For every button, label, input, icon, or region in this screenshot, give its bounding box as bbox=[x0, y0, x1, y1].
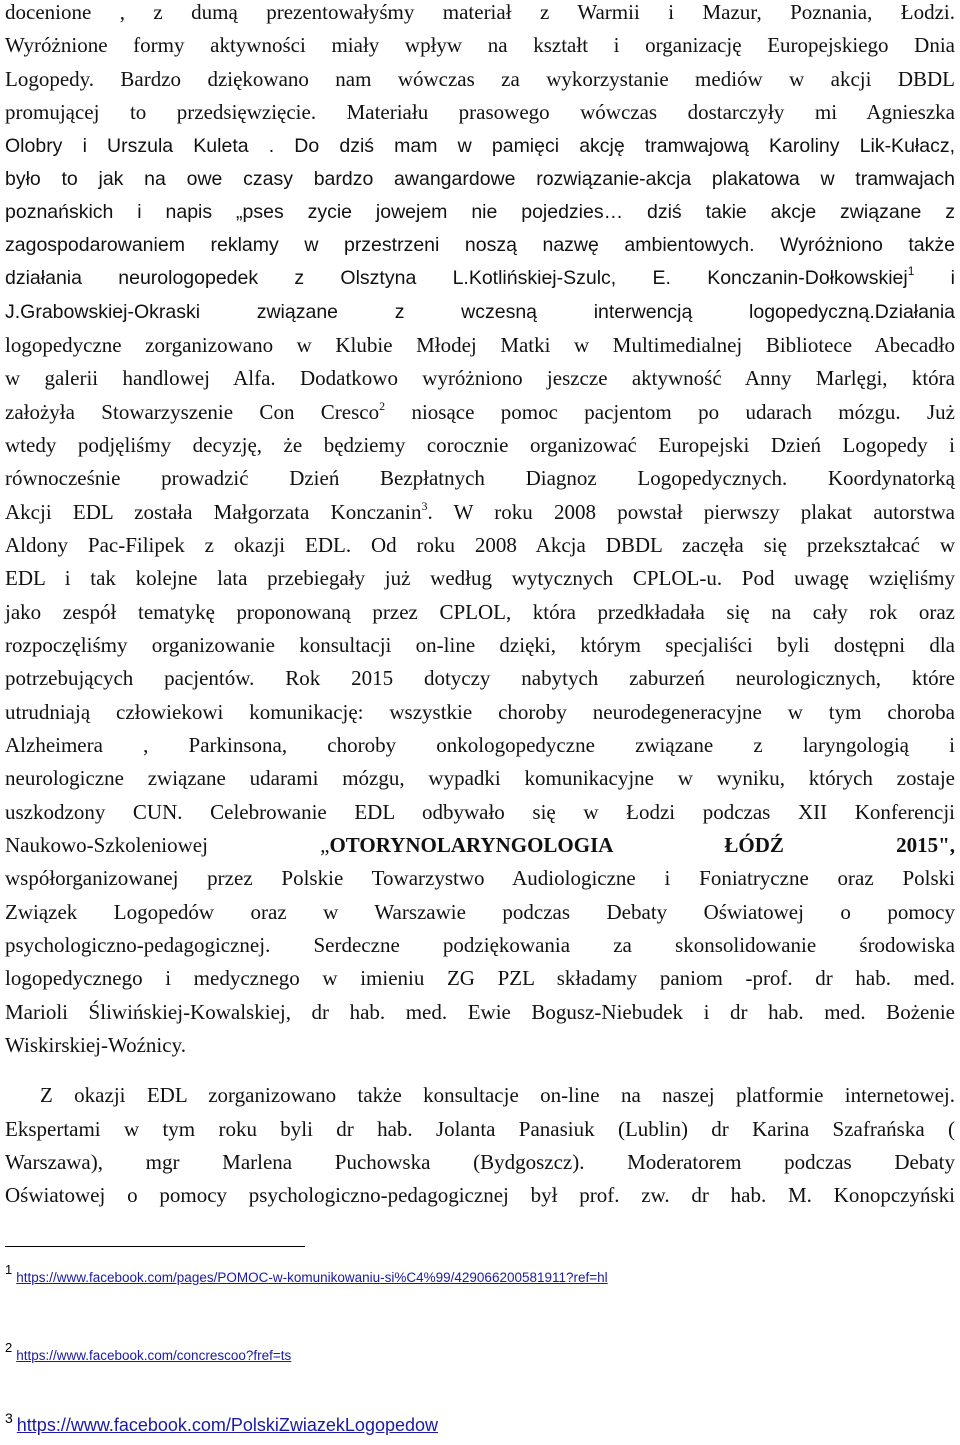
footnote-separator bbox=[5, 1246, 305, 1247]
text-line: Wyróżnione formy aktywności miały wpływ na kształt i organizację Europejskiego Dnia bbox=[5, 33, 955, 57]
text-line: w galerii handlowej Alfa. Dodatkowo wyróżniono jeszcze aktywność Anny Marlęgi, która bbox=[5, 366, 955, 390]
text-line: Wiskirskiej-Woźnicy. bbox=[5, 1033, 186, 1057]
text-line: Alzheimera , Parkinsona, choroby onkologopedyczne związane z laryngologią i bbox=[5, 733, 955, 757]
text-line: równocześnie prowadzić Dzień Bezpłatnych Diagnoz Logopedycznych. Koordynatorką bbox=[5, 466, 955, 490]
footnote-link[interactable]: https://www.facebook.com/concrescoo?fref=ts bbox=[16, 1348, 292, 1363]
text-line: Związek Logopedów oraz w Warszawie podczas Debaty Oświatowej o pomocy bbox=[5, 900, 955, 924]
text-line: docenione , z dumą prezentowałyśmy materiał z Warmii i Mazur, Poznania, Łodzi. bbox=[5, 0, 955, 24]
text-line: Marioli Śliwińskiej-Kowalskiej, dr hab. med. Ewie Bogusz-Niebudek i dr hab. med. Bożenie bbox=[5, 1000, 955, 1024]
text-line bbox=[5, 396, 955, 429]
text-run: Naukowo-Szkoleniowej „ bbox=[5, 833, 330, 857]
text-line bbox=[5, 262, 955, 295]
footnote-3 bbox=[5, 1410, 438, 1436]
text-line: Logopedy. Bardzo dziękowano nam wówczas za wykorzystanie mediów w akcji DBDL bbox=[5, 67, 955, 91]
text-line: zagospodarowaniem reklamy w przestrzeni noszą nazwę ambientowych. Wyróżniono także bbox=[5, 234, 955, 256]
footnote-number: 2 bbox=[5, 1340, 13, 1355]
text-line: logopedycznego i medycznego w imieniu ZG PZL składamy paniom -prof. dr hab. med. bbox=[5, 966, 955, 990]
footnote-ref[interactable]: 3 bbox=[421, 499, 428, 513]
paragraph-first-line: Z okazji EDL zorganizowano także konsultacje on-line na naszej platformie internetowej. bbox=[40, 1083, 955, 1107]
text-run: i bbox=[914, 267, 956, 289]
text-line: Oświatowej o pomocy psychologiczno-pedagogicznej był prof. zw. dr hab. M. Konopczyński bbox=[5, 1183, 955, 1207]
text-run: założyła Stowarzyszenie Con Cresco bbox=[5, 400, 380, 424]
footnote-number: 1 bbox=[5, 1262, 13, 1277]
footnote-number: 3 bbox=[5, 1410, 13, 1426]
text-line bbox=[5, 829, 955, 862]
text-line: wtedy podjęliśmy decyzję, że będziemy corocznie organizować Europejski Dzień Logopedy i bbox=[5, 433, 955, 457]
text-line: neurologiczne związane udarami mózgu, wypadki komunikacyjne w wyniku, których zostaje bbox=[5, 766, 955, 790]
text-run: niosące pomoc pacjentom po udarach mózgu. Już bbox=[385, 400, 955, 424]
text-line: Aldony Pac-Filipek z okazji EDL. Od roku 2008 Akcja DBDL zaczęła się przekształcać w bbox=[5, 533, 955, 557]
text-line bbox=[5, 496, 955, 529]
text-line: jako zespół tematykę proponowaną przez CPLOL, która przedkładała się na cały rok oraz bbox=[5, 600, 955, 624]
footnote-link[interactable]: https://www.facebook.com/PolskiZwiazekLogopedow bbox=[16, 1415, 439, 1435]
text-run: Olobry i Urszula Kuleta bbox=[5, 135, 269, 157]
footnote-1 bbox=[5, 1262, 608, 1287]
text-line: psychologiczno-pedagogicznej. Serdeczne podziękowania za skonsolidowanie środowiska bbox=[5, 933, 955, 957]
text-line: Ekspertami w tym roku byli dr hab. Jolanta Panasiuk (Lublin) dr Karina Szafrańska ( bbox=[5, 1117, 955, 1141]
text-line: Warszawa), mgr Marlena Puchowska (Bydgoszcz). Moderatorem podczas Debaty bbox=[5, 1150, 955, 1174]
text-line: współorganizowanej przez Polskie Towarzystwo Audiologiczne i Foniatryczne oraz Polski bbox=[5, 866, 955, 890]
text-line: EDL i tak kolejne lata przebiegały już według wytycznych CPLOL-u. Pod uwagę wzięliśmy bbox=[5, 566, 955, 590]
text-line: logopedyczne zorganizowano w Klubie Młodej Matki w Multimedialnej Bibliotece Abecadło bbox=[5, 333, 955, 357]
text-run: . W roku 2008 powstał pierwszy plakat autorstwa bbox=[427, 500, 955, 524]
text-line: rozpoczęliśmy organizowanie konsultacji on-line dzięki, którym specjaliści byli dostępni dla bbox=[5, 633, 955, 657]
footnote-link[interactable]: https://www.facebook.com/pages/POMOC-w-komunikowaniu-si%C4%99/429066200581911?ref=hl bbox=[16, 1270, 608, 1285]
text-run: . Do dziś mam w pamięci akcję tramwajową Karoliny Lik-Kułacz, bbox=[268, 135, 956, 157]
text-line: utrudniają człowiekowi komunikację: wszystkie choroby neurodegeneracyjne w tym choroba bbox=[5, 700, 955, 724]
footnote-2 bbox=[5, 1340, 291, 1365]
text-line bbox=[5, 129, 955, 162]
text-line: J.Grabowskiej-Okraski związane z wczesną interwencją logopedyczną.Działania bbox=[5, 301, 955, 323]
footnote-ref[interactable]: 2 bbox=[379, 399, 386, 413]
text-run: działania neurologopedek z Olsztyna L.Kotlińskiej-Szulc, E. Konczanin-Dołkowskiej bbox=[5, 267, 908, 289]
text-line: potrzebujących pacjentów. Rok 2015 dotyczy nabytych zaburzeń neurologicznych, które bbox=[5, 666, 955, 690]
text-run: Akcji EDL została Małgorzata Konczanin bbox=[5, 500, 422, 524]
text-line: było to jak na owe czasy bardzo awangardowe rozwiązanie-akcja plakatowa w tramwajach bbox=[5, 168, 955, 190]
conference-title: OTORYNOLARYNGOLOGIA ŁÓDŹ 2015", bbox=[329, 833, 955, 857]
text-line: promującej to przedsięwzięcie. Materiału prasowego wówczas dostarczyły mi Agnieszka bbox=[5, 100, 955, 124]
text-line: uszkodzony CUN. Celebrowanie EDL odbywało się w Łodzi podczas XII Konferencji bbox=[5, 800, 955, 824]
footnote-ref[interactable]: 1 bbox=[907, 264, 915, 278]
text-line: poznańskich i napis „pses zycie jowejem nie pojedzies… dziś takie akcje związane z bbox=[5, 201, 955, 223]
